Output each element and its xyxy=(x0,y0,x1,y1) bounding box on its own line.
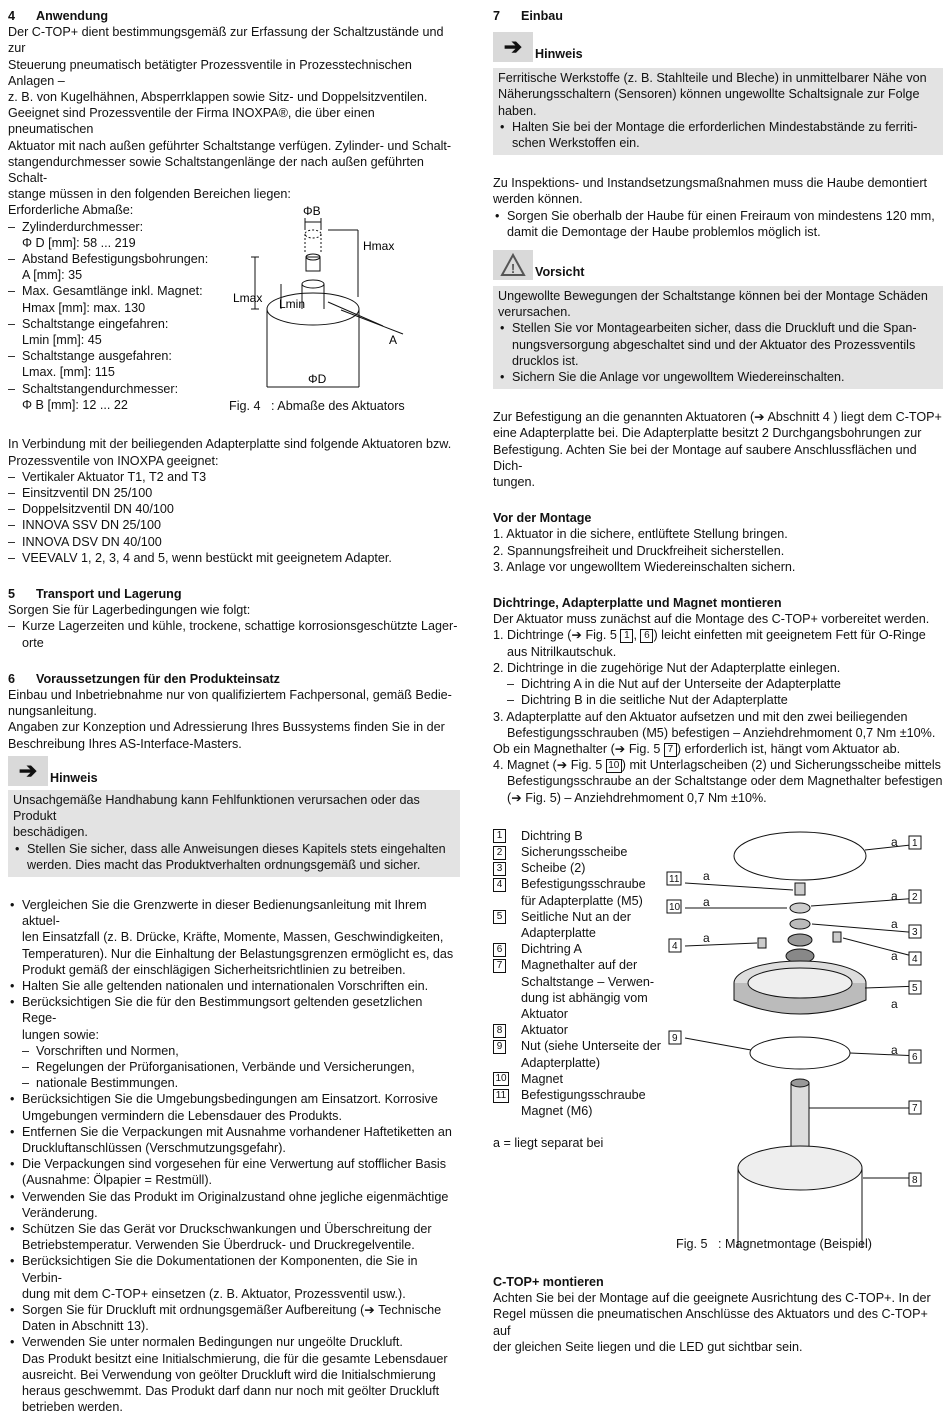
text-line: nungsanleitung. xyxy=(8,704,97,719)
list-item xyxy=(8,618,460,650)
text-line: (Ausnahme: Ölpapier = Restmüll). xyxy=(22,1173,213,1188)
legend-text: Schaltstange – Verwen- xyxy=(521,974,655,989)
text-line: damit die Demontage der Haube problemlos möglich ist. xyxy=(507,224,821,239)
a-marker: a xyxy=(703,894,710,909)
pre-mount-title: Vor der Montage xyxy=(493,511,592,526)
inspection-list xyxy=(493,208,943,240)
text-line: Verwenden Sie das Produkt im Originalzustand ohne jegliche eigenmächtige xyxy=(22,1189,449,1204)
section-title: Anwendung xyxy=(36,9,109,23)
dim-label: Max. Gesamtlänge inkl. Magnet: xyxy=(22,284,203,299)
figure-4-caption xyxy=(229,398,405,414)
section-title: Einbau xyxy=(521,9,563,23)
ref-box: 10 xyxy=(606,759,622,773)
note-text xyxy=(498,70,939,119)
list-item: – Dichtring A in die Nut auf der Unterseite der Adapterplatte xyxy=(507,676,943,692)
dim-item xyxy=(8,348,233,380)
legend-text: Dichtring B xyxy=(521,828,583,843)
text-line: Prozessventile von INOXPA geeignet: xyxy=(8,453,219,468)
figure-5-area xyxy=(493,828,943,1248)
step: 2. Spannungsfreiheit und Druckfreiheit sicherstellen. xyxy=(493,543,785,558)
caution-header xyxy=(493,248,943,280)
a-marker: a xyxy=(891,948,898,963)
step: 1. Aktuator in die sichere, entlüftete Stellung bringen. xyxy=(493,527,788,542)
callout-number: 6 xyxy=(912,1051,918,1063)
dims-title: Erforderliche Abmaße: xyxy=(8,203,134,218)
legend-note: a = liegt separat bei xyxy=(493,1136,604,1151)
text-line: Druckluftanschlüssen (Verschmutzungsgefahr). xyxy=(22,1140,286,1155)
legend-text: Sicherungsscheibe xyxy=(521,844,628,859)
figure-4 xyxy=(229,202,460,420)
dim-label: Zylinderdurchmesser: xyxy=(22,219,144,234)
list-item xyxy=(8,1302,460,1334)
text-line: Veränderung. xyxy=(22,1205,98,1220)
list-item: – Regelungen der Prüforganisationen, Verbände und Versicherungen, xyxy=(22,1059,460,1075)
legend-number: 9 xyxy=(493,1040,506,1054)
a-marker: a xyxy=(891,888,898,903)
legend-text: Aktuator xyxy=(521,1006,568,1021)
note-box xyxy=(493,68,943,155)
text-line: verursachen. xyxy=(498,305,571,320)
dim-item xyxy=(8,283,233,315)
legend-number: 6 xyxy=(493,943,506,957)
step: 3. Anlage vor ungewolltem Wiedereinschalten sichern. xyxy=(493,559,796,574)
list-item: – nationale Bestimmungen. xyxy=(22,1075,460,1091)
text-line: tungen. xyxy=(493,475,536,490)
caution-icon xyxy=(493,250,533,280)
legend-row xyxy=(493,909,675,941)
text-line: haben. xyxy=(498,103,537,118)
pre-mount-steps xyxy=(493,526,943,575)
list-item xyxy=(8,1124,460,1156)
a-marker: a xyxy=(891,834,898,849)
legend-text: Adapterplatte xyxy=(521,925,596,940)
list-item xyxy=(8,897,460,978)
legend-row xyxy=(493,876,675,908)
seal-intro: Der Aktuator muss zunächst auf die Montage des C-TOP+ vorbereitet werden. xyxy=(493,612,930,627)
text-line: werden. Dies macht das Produktverhalten ordnungsgemäß und sicher. xyxy=(27,857,421,872)
legend-row xyxy=(493,1038,675,1070)
text-line: Betriebstemperatur. Verwenden Sie Überdruck- und Druckregelventile. xyxy=(22,1238,415,1253)
legend-text: Nut (siehe Unterseite der xyxy=(521,1039,661,1054)
a-marker: a xyxy=(703,930,710,945)
dim-item xyxy=(8,251,233,283)
text: Befestigungsschraube an der Schaltstange oder dem Magnethalter befestigen xyxy=(507,774,943,789)
legend-text: Magnethalter auf der xyxy=(521,958,638,973)
caption-text: : Magnetmontage (Beispiel) xyxy=(718,1236,873,1251)
legend-number: 7 xyxy=(493,959,506,973)
list-item xyxy=(8,1221,460,1253)
list-item xyxy=(8,1156,460,1188)
section-number: 6 xyxy=(8,671,16,686)
text-line: werden können. xyxy=(493,192,583,207)
text-line: Kurze Lagerzeiten und kühle, trockene, schattige korrosionsgeschützte Lager- xyxy=(22,619,458,634)
callout-number: 1 xyxy=(912,837,918,849)
dims-and-figure xyxy=(8,202,460,420)
text-line: z. B. von Kugelhähnen, Absperrklappen sowie Sitz- und Doppelsitzventilen. xyxy=(8,90,428,105)
phiB-label: ΦB xyxy=(303,204,321,219)
text-line: Beschreibung Ihres AS-Interface-Masters. xyxy=(8,736,242,751)
caution-label: Vorsicht xyxy=(535,264,585,279)
caption-number: Fig. 5 xyxy=(676,1236,708,1251)
text-line: Aktuator mit nach außen geführter Schaltstange verfügen. Zylinder- und Schalt- xyxy=(8,138,452,153)
list-item xyxy=(498,369,939,385)
note-label: Hinweis xyxy=(535,47,583,61)
seal-title: Dichtringe, Adapterplatte und Magnet montieren xyxy=(493,596,782,611)
section-6-heading xyxy=(8,671,460,687)
text-line: Vergleichen Sie die Grenzwerte in dieser Bedienungsanleitung mit Ihrem aktuel- xyxy=(22,897,427,929)
note-header xyxy=(8,754,460,786)
callout-number: 8 xyxy=(912,1174,918,1186)
legend-row xyxy=(493,860,675,876)
dim-value: Hmax [mm]: max. 130 xyxy=(22,300,146,315)
text-line: drucklos ist. xyxy=(512,353,579,368)
hmax-label: Hmax xyxy=(363,239,395,254)
legend-number: 2 xyxy=(493,846,506,860)
text-line: Das Produkt besitzt eine Initialschmierung, die für die gesamte Lebensdauer xyxy=(22,1351,448,1366)
list-item: – VEEVALV 1, 2, 3, 4 and 5, wenn bestückt mit geeignetem Adapter. xyxy=(8,550,460,566)
warning-triangle-icon xyxy=(500,253,526,277)
list-item xyxy=(8,978,460,994)
list-item xyxy=(8,1253,460,1302)
dim-label: Abstand Befestigungsbohrungen: xyxy=(22,252,209,267)
note-list xyxy=(13,841,456,873)
text-line: Sichern Sie die Anlage vor ungewolltem Wiedereinschalten. xyxy=(512,370,845,385)
section-number: 4 xyxy=(8,9,16,23)
phiD-label: ΦD xyxy=(308,372,327,387)
note-text xyxy=(13,792,456,841)
text-line: Entfernen Sie die Verpackungen mit Ausnahme vorhandener Haftetiketten an xyxy=(22,1124,452,1139)
note-label: Hinweis xyxy=(50,770,98,785)
text-line: schen Werkstoffen ein. xyxy=(512,136,640,151)
text-line: Stellen Sie sicher, dass alle Anweisungen dieses Kapitels stets eingehalten xyxy=(27,841,446,856)
legend-number: 8 xyxy=(493,1024,506,1038)
text: (➔ Fig. 5) – Anziehdrehmoment 0,7 Nm ±10%. xyxy=(507,790,767,805)
text-line: stangendurchmesser sowie Schaltstangenlänge der nach außen geführten Schalt- xyxy=(8,154,424,186)
callout-number: 9 xyxy=(672,1032,678,1044)
text-line: Halten Sie bei der Montage die erforderlichen Mindestabstände zu ferriti- xyxy=(512,119,918,134)
text-line: Angaben zur Konzeption und Adressierung Ihres Bussystems finden Sie in der xyxy=(8,720,445,735)
arrow-icon: ➔ xyxy=(8,756,48,786)
text-line: orte xyxy=(22,635,44,650)
text-line: Achten Sie bei der Montage auf die geeignete Ausrichtung des C-TOP+. In der xyxy=(493,1291,931,1306)
text: , xyxy=(633,628,641,643)
step-2-sub xyxy=(493,676,943,708)
list-item xyxy=(498,320,939,369)
legend-number: 10 xyxy=(493,1072,509,1086)
text-line: lungen sowie: xyxy=(22,1027,100,1042)
section-number: 5 xyxy=(8,587,16,602)
magnet-holder-line xyxy=(493,741,943,757)
caption-number: Fig. 4 xyxy=(229,399,261,414)
list-item: – Vorschriften und Normen, xyxy=(22,1043,460,1059)
dim-value: Φ B [mm]: 12 ... 22 xyxy=(22,397,128,412)
ref-box: 1 xyxy=(620,629,633,643)
legend-number: 11 xyxy=(493,1089,509,1103)
ctop-text xyxy=(493,1290,943,1355)
text-line: Die Verpackungen sind vorgesehen für eine Verwertung auf stofflicher Basis xyxy=(22,1157,447,1172)
callout-number: 10 xyxy=(669,901,681,913)
section-7-heading xyxy=(493,8,943,24)
legend-row xyxy=(493,1022,675,1038)
text: ) erforderlich ist, hängt vom Aktuator ab. xyxy=(676,741,901,756)
section-title: Voraussetzungen für den Produkteinsatz xyxy=(36,671,280,686)
text-line: betrieben werden. xyxy=(22,1400,123,1415)
actuator-list xyxy=(8,469,460,566)
text: ) mit Unterlagscheiben (2) und Sicherungsscheibe mittels xyxy=(621,758,941,773)
legend-text: Adapterplatte) xyxy=(521,1055,601,1070)
dim-label: Schaltstange ausgefahren: xyxy=(22,349,172,364)
text-line: Unsachgemäße Handhabung kann Fehlfunktionen verursachen oder das Produkt xyxy=(13,792,420,824)
legend-text: Seitliche Nut an der xyxy=(521,909,631,924)
section-4-heading xyxy=(8,8,460,24)
adapter-text xyxy=(493,409,943,490)
text-line: 3. Adapterplatte auf den Aktuator aufsetzen und mit den zwei beiliegenden xyxy=(493,709,908,724)
list-item xyxy=(8,1189,460,1221)
ref-box: 7 xyxy=(664,743,677,757)
ctop-title: C-TOP+ montieren xyxy=(493,1274,604,1289)
storage-list xyxy=(8,618,460,650)
callout-number: 5 xyxy=(912,982,918,994)
text-line: Berücksichtigen Sie die Umgebungsbedingungen am Einsatzort. Korrosive xyxy=(22,1092,438,1107)
step-1 xyxy=(493,627,943,659)
text-line: Sorgen Sie für Druckluft mit ordnungsgemäßer Aufbereitung (➔ Technische xyxy=(22,1302,442,1317)
dim-value: Φ D [mm]: 58 ... 219 xyxy=(22,235,136,250)
text-line: ausreicht. Bei Verwendung von geölter Druckluft wird die Initialschmierung xyxy=(22,1367,436,1382)
text: 1. Dichtringe (➔ Fig. 5 xyxy=(493,628,621,643)
section-5-heading xyxy=(8,586,460,602)
text-line: nungsversorgung abgeschaltet sind und der Aktuator des Prozessventils xyxy=(512,337,916,352)
sub-list xyxy=(22,1043,460,1092)
step-2: 2. Dichtringe in die zugehörige Nut der Adapterplatte einlegen. xyxy=(493,660,841,675)
list-item xyxy=(8,1334,460,1415)
callout-number: 4 xyxy=(672,940,678,952)
text-line: Temperaturen). Nur die Einhaltung der Belastungsgrenzen ermöglicht es, das xyxy=(22,946,454,961)
legend-number: 1 xyxy=(493,829,506,843)
right-column xyxy=(493,8,943,1355)
list-item xyxy=(8,994,460,1091)
text-line: Zu Inspektions- und Instandsetzungsmaßnahmen muss die Haube demontiert xyxy=(493,176,928,191)
text-line: der gleichen Seite liegen und die LED gut sichtbar sein. xyxy=(493,1339,803,1354)
dims xyxy=(8,219,233,413)
legend-row xyxy=(493,828,675,844)
legend-row xyxy=(493,957,675,1022)
dim-value: Lmin [mm]: 45 xyxy=(22,333,102,348)
a-marker: a xyxy=(891,996,898,1011)
step-3 xyxy=(493,709,943,741)
text-line: Sorgen Sie oberhalb der Haube für einen Freiraum von mindestens 120 mm, xyxy=(507,208,935,223)
text-line: Ferritische Werkstoffe (z. B. Stahlteile und Bleche) in unmittelbarer Nähe von xyxy=(498,71,927,86)
caution-list xyxy=(498,320,939,385)
a-marker: a xyxy=(891,1042,898,1057)
list-item: – Doppelsitzventil DN 40/100 xyxy=(8,501,460,517)
list-item: – INNOVA DSV DN 40/100 xyxy=(8,534,460,550)
legend-text: Magnet (M6) xyxy=(521,1104,593,1119)
text-line: beschädigen. xyxy=(13,825,88,840)
a-label: A xyxy=(389,333,398,348)
text-line: Zur Befestigung an die genannten Aktuatoren (➔ Abschnitt 4 ) liegt dem C-TOP+ xyxy=(493,410,942,425)
text-line: eine Adapterplatte bei. Die Adapterplatte besitzt 2 Durchgangsbohrungen zur xyxy=(493,426,922,441)
storage-text: Sorgen Sie für Lagerbedingungen wie folgt: xyxy=(8,603,251,618)
list-item xyxy=(498,119,939,151)
suitable-actuators-paragraph xyxy=(8,436,460,468)
legend-number: 4 xyxy=(493,878,506,892)
text-line: Einbau und Inbetriebnahme nur von qualifiziertem Fachpersonal, gemäß Bedie- xyxy=(8,688,452,703)
actuator-dimension-drawing xyxy=(233,202,460,402)
caution-box xyxy=(493,286,943,389)
legend-number: 3 xyxy=(493,862,506,876)
list-item: – Dichtring B in die seitliche Nut der Adapterplatte xyxy=(507,692,943,708)
text-line: Befestigung. Achten Sie bei der Montage auf saubere Anschlussflächen und Dich- xyxy=(493,442,917,473)
callout-number: 3 xyxy=(912,926,918,938)
inspection-text xyxy=(493,175,943,207)
dim-item xyxy=(8,381,233,413)
list-item xyxy=(8,1091,460,1123)
text-line: Produkt gemäß der einschlägigen Sicherheitsrichtlinien zu betreiben. xyxy=(22,962,406,977)
callout-number: 2 xyxy=(912,891,918,903)
legend-text: Befestigungsschraube xyxy=(521,877,646,892)
figure-5 xyxy=(669,828,935,1248)
legend-row xyxy=(493,1071,675,1087)
text-line: stange müssen in den folgenden Bereichen liegen: xyxy=(8,187,291,202)
figure-5-legend xyxy=(493,828,675,1248)
legend-text: Magnet xyxy=(521,1071,564,1086)
legend-text: Befestigungsschraube xyxy=(521,1087,646,1102)
list-item xyxy=(13,841,456,873)
text: Ob ein Magnethalter (➔ Fig. 5 xyxy=(493,741,664,756)
a-marker: a xyxy=(891,916,898,931)
note-list xyxy=(498,119,939,151)
dim-item xyxy=(8,316,233,348)
intro-paragraph xyxy=(8,24,460,202)
text-line: Verwenden Sie unter normalen Bedingungen nur ungeölte Druckluft. xyxy=(22,1335,403,1350)
ref-box: 6 xyxy=(640,629,653,643)
dim-label: Schaltstangendurchmesser: xyxy=(22,381,179,396)
text-line: Geeignet sind Prozessventile der Firma INOXPA®, die über einen pneumatischen xyxy=(8,106,375,137)
section-6-text xyxy=(8,687,460,752)
dim-item xyxy=(8,219,233,251)
caution-mark: ! xyxy=(510,261,516,277)
dim-value: A [mm]: 35 xyxy=(22,268,83,283)
legend-text: Aktuator xyxy=(521,1023,568,1038)
legend-row xyxy=(493,1087,675,1119)
list-item: – Einsitzventil DN 25/100 xyxy=(8,485,460,501)
lmin-label: Lmin xyxy=(279,297,306,312)
text-line: Halten Sie alle geltenden nationalen und internationalen Vorschriften ein. xyxy=(22,978,429,993)
legend-text: für Adapterplatte (M5) xyxy=(521,893,643,908)
section-title: Transport und Lagerung xyxy=(36,587,182,602)
text-line: Berücksichtigen Sie die Dokumentationen der Komponenten, die Sie in Verbin- xyxy=(22,1254,418,1285)
callout-number: 7 xyxy=(912,1102,918,1114)
arrow-icon: ➔ xyxy=(493,32,533,62)
note-box xyxy=(8,790,460,877)
text-line: Der C-TOP+ dient bestimmungsgemäß zur Erfassung der Schaltzustände und zur xyxy=(8,25,444,56)
text-line: In Verbindung mit der beiliegenden Adapterplatte sind folgende Aktuatoren bzw. xyxy=(8,437,452,452)
text-line: dung mit dem C-TOP+ einsetzen (z. B. Aktuator, Prozessventil usw.). xyxy=(22,1286,406,1301)
text-line: Regel müssen die pneumatischen Anschlüsse des Aktuators und des C-TOP+ auf xyxy=(493,1307,928,1338)
dim-value: Lmax. [mm]: 115 xyxy=(22,365,115,380)
magnet-assembly-drawing xyxy=(669,828,935,1248)
text: ) leicht einfetten mit geeignetem Fett für O-Ringe xyxy=(653,628,926,643)
caution-text xyxy=(498,288,939,320)
text-line: Daten in Abschnitt 13). xyxy=(22,1319,149,1334)
callout-number: 11 xyxy=(669,873,680,885)
callout-number: 4 xyxy=(912,953,918,965)
legend-number: 5 xyxy=(493,910,506,924)
legend-text: dung ist abhängig vom xyxy=(521,990,648,1005)
text-line: len Einsatzfall (z. B. Drücke, Kräfte, Momente, Massen, Geschwindigkeiten, xyxy=(22,930,444,945)
lmax-label: Lmax xyxy=(233,291,263,306)
caption-text: : Abmaße des Aktuators xyxy=(271,399,405,414)
a-marker: a xyxy=(703,868,710,883)
legend-text: Dichtring A xyxy=(521,942,582,957)
legend-row xyxy=(493,844,675,860)
text-line: Umgebungen vermindern die Lebensdauer des Produkts. xyxy=(22,1108,342,1123)
text-line: Befestigungsschrauben (M5) befestigen – Anziehdrehmoment 0,7 Nm ±10%. xyxy=(507,725,936,740)
text-line: Ungewollte Bewegungen der Schaltstange können bei der Montage Schäden xyxy=(498,289,928,304)
section-number: 7 xyxy=(493,9,501,23)
note-header xyxy=(493,30,943,62)
list-item: – INNOVA SSV DN 25/100 xyxy=(8,517,460,533)
text-line: Berücksichtigen Sie die für den Bestimmungsort geltenden gesetzlichen Rege- xyxy=(22,995,423,1026)
step-4 xyxy=(493,757,943,806)
text-line: Steuerung pneumatisch betätigter Prozessventile in Prozesstechnischen Anlagen – xyxy=(8,57,412,88)
legend-text: Scheibe (2) xyxy=(521,861,586,876)
left-column xyxy=(8,8,460,1415)
text-line: Schützen Sie das Gerät vor Druckschwankungen und Überschreitung der xyxy=(22,1221,432,1236)
text-line: heraus geschwemmt. Das Produkt darf dann nur noch mit geölter Druckluft xyxy=(22,1384,440,1398)
text-line: Näherungsschaltern (Sensoren) können ungewollte Schaltsignale zur Folge xyxy=(498,87,920,102)
list-item xyxy=(493,208,943,240)
text: 4. Magnet (➔ Fig. 5 xyxy=(493,758,606,773)
text-line: Stellen Sie vor Montagearbeiten sicher, dass die Druckluft und die Span- xyxy=(512,321,917,336)
list-item: – Vertikaler Aktuator T1, T2 and T3 xyxy=(8,469,460,485)
legend-row xyxy=(493,941,675,957)
text: aus Nitrilkautschuk. xyxy=(507,644,617,659)
dims-list xyxy=(8,202,233,420)
requirements-list xyxy=(8,897,460,1415)
dim-label: Schaltstange eingefahren: xyxy=(22,316,169,331)
